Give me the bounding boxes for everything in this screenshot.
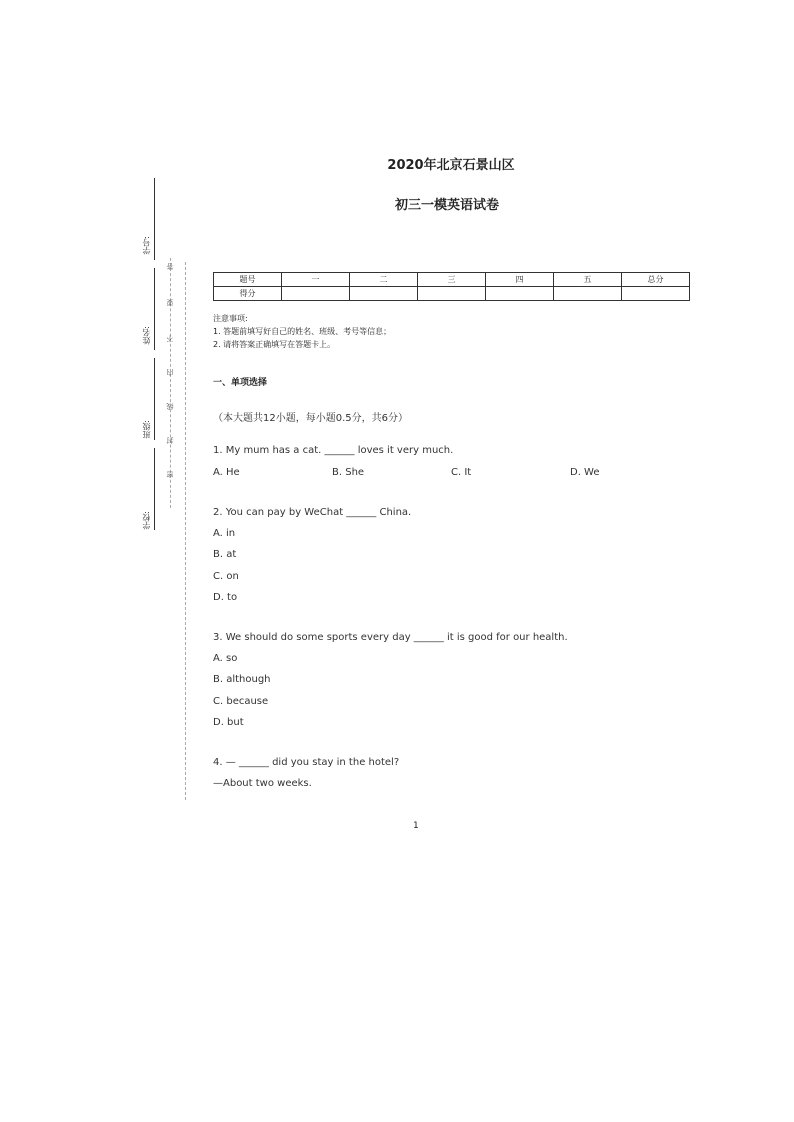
table-cell: 五 [554, 273, 622, 287]
table-cell: 二 [350, 273, 418, 287]
exam-subtitle: 初三一模英语试卷 [394, 198, 499, 213]
table-cell: 四 [486, 273, 554, 287]
seal-char: 不 [166, 334, 174, 342]
section-instruction: （本大题共12小题，每小题0.5分，共6分） [213, 413, 408, 424]
table-cell: 总分 [622, 273, 690, 287]
option: D. but [213, 717, 244, 728]
question-stem: 3. We should do some sports every day ______ it is good for our health. [213, 632, 568, 643]
id-label: 学号: [142, 236, 151, 255]
option: C. It [451, 467, 472, 478]
score-cell[interactable] [282, 287, 350, 301]
option: A. so [213, 653, 238, 664]
name-label: 姓名: [142, 326, 151, 345]
seal-char: 内 [166, 368, 174, 376]
table-cell: 三 [418, 273, 486, 287]
question-stem: 1. My mum has a cat. ______ loves it very much. [213, 445, 454, 456]
notes-item: 1. 答题前填写好自己的姓名、班级、考号等信息； [213, 327, 392, 336]
option: C. on [213, 571, 239, 582]
page-number: 1 [413, 821, 419, 831]
score-cell[interactable] [554, 287, 622, 301]
table-cell: 题号 [214, 273, 282, 287]
table-cell: 得分 [214, 287, 282, 301]
option: B. although [213, 674, 271, 685]
table-cell: 一 [282, 273, 350, 287]
notes-heading: 注意事项: [213, 314, 248, 323]
option: D. to [213, 592, 238, 603]
seal-char: 封 [166, 436, 174, 444]
option: D. We [570, 467, 600, 478]
option: A. in [213, 528, 236, 539]
exam-title: 2020年北京石景山区 [387, 158, 515, 173]
seal-char: 答 [166, 262, 174, 270]
answer-line: —About two weeks. [213, 778, 312, 789]
score-cell[interactable] [350, 287, 418, 301]
class-blank-line [154, 358, 155, 440]
school-blank-line [154, 448, 155, 530]
option: C. because [213, 696, 269, 707]
option: A. He [213, 467, 240, 478]
score-cell[interactable] [418, 287, 486, 301]
class-label: 班级: [142, 420, 151, 439]
notes-item: 2. 请将答案正确填写在答题卡上。 [213, 340, 336, 349]
score-table-score-row [214, 287, 690, 301]
margin-dashed-line [185, 262, 186, 800]
school-label: 学校: [142, 511, 151, 530]
option: B. at [213, 549, 237, 560]
seal-char: 密 [166, 470, 174, 478]
question-stem: 2. You can pay by WeChat ______ China. [213, 507, 412, 518]
question-stem: 4. — ______ did you stay in the hotel? [213, 757, 400, 768]
seal-char: 线 [166, 402, 174, 410]
id-blank-line [154, 178, 155, 260]
option: B. She [332, 467, 365, 478]
score-table [213, 272, 690, 301]
score-cell[interactable] [486, 287, 554, 301]
seal-char: 要 [166, 298, 174, 306]
score-cell[interactable] [622, 287, 690, 301]
notes-block [213, 312, 391, 351]
score-table-header-row [214, 273, 690, 287]
name-blank-line [154, 268, 155, 350]
section-title: 一、单项选择 [213, 378, 268, 388]
